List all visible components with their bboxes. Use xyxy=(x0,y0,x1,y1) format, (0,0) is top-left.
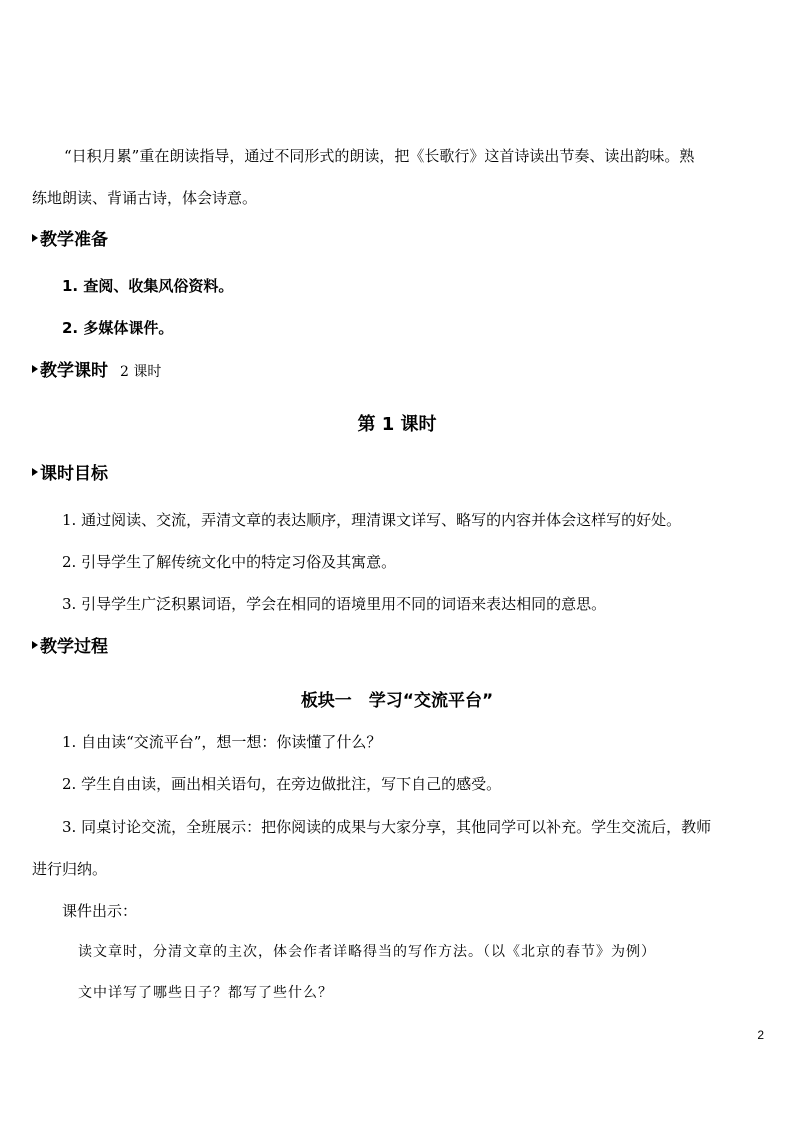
goal-item-2: 2. 引导学生了解传统文化中的特定习俗及其寓意。 xyxy=(62,553,397,571)
section-heading-hours xyxy=(32,361,161,382)
courseware-label: 课件出示： xyxy=(62,902,138,920)
intro-line-2: 练地朗读、背诵古诗，体会诗意。 xyxy=(32,189,258,207)
section-heading-prep-label: 教学准备 xyxy=(40,230,108,250)
section-heading-goals xyxy=(32,464,108,484)
goal-item-1: 1. 通过阅读、交流，弄清文章的表达顺序，理清课文详写、略写的内容并体会这样写的好处。 xyxy=(62,511,682,529)
section-heading-process-label: 教学过程 xyxy=(40,637,108,657)
process-step-3: 3. 同桌讨论交流，全班展示：把你阅读的成果与大家分享，其他同学可以补充。学生交流后，教师 xyxy=(62,818,712,836)
goal-item-3: 3. 引导学生广泛积累词语，学会在相同的语境里用不同的词语来表达相同的意思。 xyxy=(62,595,607,613)
triangle-bullet-icon xyxy=(32,365,38,373)
hours-value: 2 课时 xyxy=(120,364,162,380)
triangle-bullet-icon xyxy=(32,641,38,649)
lesson-title: 第 1 课时 xyxy=(357,414,437,435)
process-step-1: 1. 自由读“交流平台”，想一想：你读懂了什么？ xyxy=(62,733,382,751)
courseware-line-2: 文中详写了哪些日子？都写了些什么？ xyxy=(78,985,333,1001)
section-heading-prep xyxy=(32,230,108,250)
section-heading-hours-label: 教学课时 xyxy=(40,361,108,381)
prep-item-2: 2. 多媒体课件。 xyxy=(62,319,174,337)
triangle-bullet-icon xyxy=(32,468,38,476)
process-step-2: 2. 学生自由读，画出相关语句，在旁边做批注，写下自己的感受。 xyxy=(62,775,502,793)
section-heading-goals-label: 课时目标 xyxy=(40,464,108,484)
courseware-line-1: 读文章时，分清文章的主次，体会作者详略得当的写作方法。（以《北京的春节》为例） xyxy=(78,944,656,960)
intro-line-1: “日积月累”重在朗读指导，通过不同形式的朗读，把《长歌行》这首诗读出节奏、读出韵味。熟 xyxy=(64,147,695,165)
process-step-3-cont: 进行归纳。 xyxy=(32,860,108,878)
page-number: 2 xyxy=(757,1028,764,1042)
section-heading-process xyxy=(32,637,108,657)
triangle-bullet-icon xyxy=(32,234,38,242)
prep-item-1: 1. 查阅、收集风俗资料。 xyxy=(62,277,234,295)
block-title: 板块一 学习“交流平台” xyxy=(300,691,494,711)
